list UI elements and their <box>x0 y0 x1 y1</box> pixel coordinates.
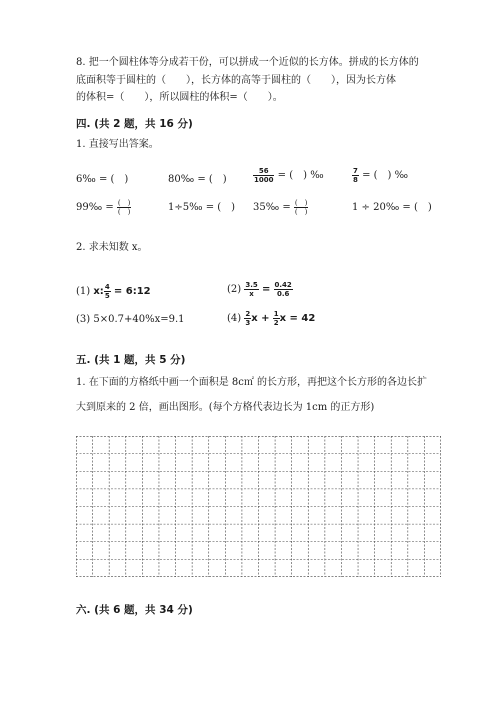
fraction: $\frac{2}{3}$ <box>245 310 251 327</box>
fraction: $\frac{0.42}{0.6}$ <box>274 281 292 298</box>
calc-1c: $\frac{56}{1000}$ = ( ) ‰ <box>254 167 324 184</box>
calc-1d: $\frac{7}{8}$ = ( ) ‰ <box>353 167 409 184</box>
fraction: $\frac{4}{5}$ <box>104 283 110 300</box>
section6-header: 六. (共 6 题，共 34 分) <box>76 604 193 616</box>
equation-4: (4) $\frac{2}{3}$ x + $\frac{1}{2}$ x = 42 <box>227 310 316 327</box>
q2-title: 2. 求未知数 x。 <box>76 242 148 253</box>
fraction: $\frac{1}{2}$ <box>273 310 279 327</box>
calc-2d: 1 ÷ 20‰ = ( ) <box>352 202 432 213</box>
equation-1: (1) x: $\frac{4}{5}$ = 6:12 <box>76 283 151 300</box>
q1-title: 1. 直接写出答案。 <box>76 139 159 150</box>
equation-3: (3) 5×0.7+40%x=9.1 <box>76 314 185 325</box>
fraction: $\frac{( )}{( )}$ <box>117 199 131 216</box>
section5-header: 五. (共 1 题，共 5 分) <box>76 354 186 366</box>
section4-header: 四. (共 2 题，共 16 分) <box>76 118 193 130</box>
calc-1a: 6‰ = ( ) <box>76 174 129 185</box>
section5-line1: 1. 在下面的方格纸中画一个面积是 8c㎡ 的长方形，再把这个长方形的各边长扩 <box>76 377 428 388</box>
q8-line3: 的体积=（ ），所以圆柱的体积=（ ）。 <box>76 92 283 103</box>
calc-2a: 99‰ = $\frac{( )}{( )}$ <box>76 199 131 216</box>
fraction: $\frac{7}{8}$ <box>353 167 358 184</box>
fraction: $\frac{( )}{( )}$ <box>294 199 308 216</box>
equation-2: (2) $\frac{3.5}{x}$ = $\frac{0.42}{0.6}$ <box>227 281 292 298</box>
calc-1b: 80‰ = ( ) <box>168 174 227 185</box>
fraction: $\frac{3.5}{x}$ <box>245 281 258 298</box>
q8-line1: 8. 把一个圆柱体等分成若干份，可以拼成一个近似的长方体。拼成的长方体的 <box>76 57 419 68</box>
calc-2b: 1÷5‰ = ( ) <box>168 202 236 213</box>
calc-2c: 35‰ = $\frac{( )}{( )}$ <box>253 199 308 216</box>
section5-line2: 大到原来的 2 倍，画出图形。(每个方格代表边长为 1cm 的正方形) <box>76 402 375 413</box>
q8-line2: 底面积等于圆柱的（ ），长方体的高等于圆柱的（ ），因为长方体 <box>76 75 396 86</box>
grid-paper[interactable] <box>76 436 441 577</box>
fraction: $\frac{56}{1000}$ <box>254 167 274 184</box>
